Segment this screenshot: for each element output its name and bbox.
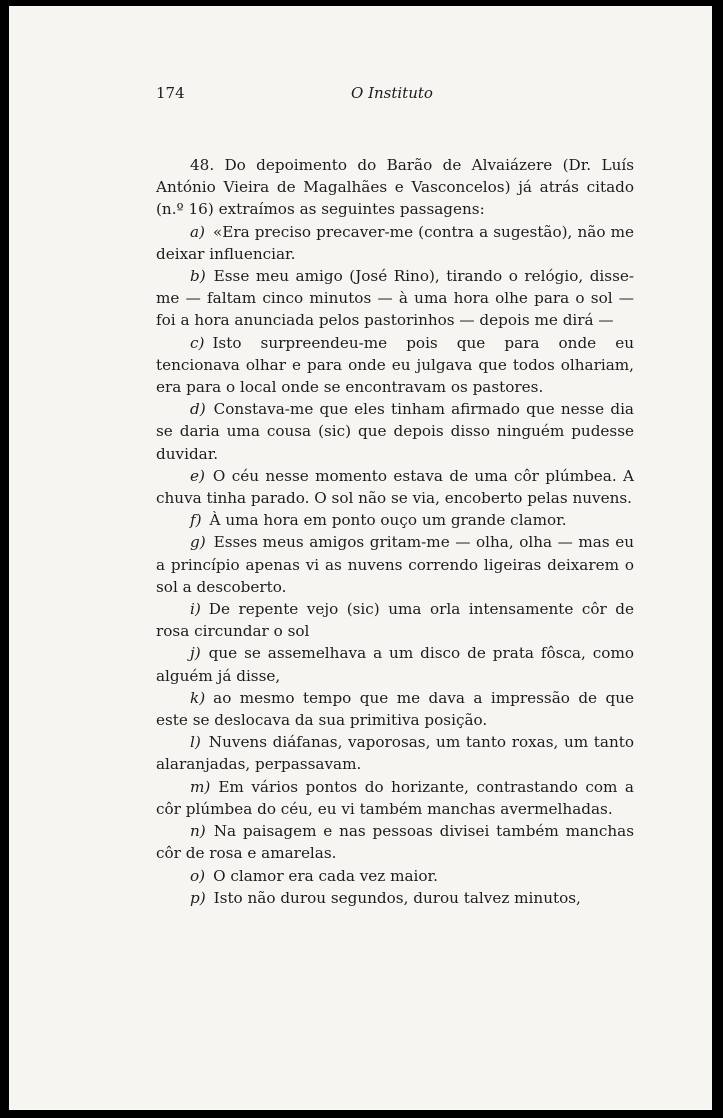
item-text: Em vários pontos do horizante, contrastando com a côr plúmbea do céu, eu vi também manchas avermelhadas. xyxy=(156,777,634,818)
item-text: Nuvens diáfanas, vaporosas, um tanto roxas, um tanto alaranjadas, perpassavam. xyxy=(156,733,634,774)
list-item xyxy=(156,865,634,887)
running-title: O Instituto xyxy=(351,84,433,102)
item-text: Isto surpreendeu-me pois que para onde eu tencionava olhar e para onde eu julgava que todos olhariam, era para o local onde se encontravam os pastores. xyxy=(156,333,634,397)
page-number: 174 xyxy=(156,84,185,102)
item-text: À uma hora em ponto ouço um grande clamor. xyxy=(209,511,567,530)
item-marker: b) xyxy=(190,267,206,286)
item-text: ao mesmo tempo que me dava a impressão de que este se deslocava da sua primitiva posição. xyxy=(156,688,634,730)
list-item xyxy=(156,265,634,332)
item-text: Constava-me que eles tinham afirmado que nesse dia se daria uma cousa (sic) que depois disso ninguém pudesse duvidar. xyxy=(156,400,634,463)
item-marker: l) xyxy=(190,733,201,752)
item-text: que se assemelhava a um disco de prata fôsca, como alguém já disse, xyxy=(156,644,634,685)
item-marker: d) xyxy=(190,400,206,419)
book-page xyxy=(9,6,712,1110)
item-text: De repente vejo (sic) uma orla intensamente côr de rosa circundar o sol xyxy=(156,600,634,641)
item-marker: c) xyxy=(190,333,205,352)
list-item xyxy=(156,398,634,465)
list-item xyxy=(156,776,634,820)
item-marker: f) xyxy=(190,511,202,530)
item-marker: i) xyxy=(190,600,201,619)
item-marker: o) xyxy=(190,866,206,885)
list-item xyxy=(156,531,634,598)
list-item xyxy=(156,887,634,909)
item-marker: n) xyxy=(190,822,206,841)
item-text: O clamor era cada vez maior. xyxy=(213,866,438,885)
list-item xyxy=(156,642,634,686)
item-text: Isto não durou segundos, durou talvez minutos, xyxy=(213,888,581,907)
list-item xyxy=(156,509,634,531)
item-marker: m) xyxy=(190,777,211,796)
item-text: O céu nesse momento estava de uma côr plúmbea. A chuva tinha parado. O sol não se via, encoberto pelas nuvens. xyxy=(156,466,634,508)
item-marker: k) xyxy=(190,688,206,707)
item-marker: a) xyxy=(190,222,205,241)
item-text: Esse meu amigo (José Rino), tirando o relógio, disse-me — faltam cinco minutos — à uma hora olhe para o sol — foi a hora anunciada pelos pastorinhos — depois me dirá — xyxy=(156,267,634,330)
item-text: «Era preciso precaver-me (contra a sugestão), não me deixar influenciar. xyxy=(156,222,634,263)
list-item xyxy=(156,598,634,642)
body-text xyxy=(156,154,634,909)
page-header xyxy=(156,84,634,108)
intro-paragraph: 48. Do depoimento do Barão de Alvaiázere (Dr. Luís António Vieira de Magalhães e Vasconcelos) já atrás citado (n.º 16) extraímos as seguintes passagens: xyxy=(156,156,634,219)
list-item xyxy=(156,332,634,399)
list-item xyxy=(156,820,634,864)
item-marker: j) xyxy=(190,644,201,663)
item-text: Esses meus amigos gritam-me — olha, olha — mas eu a princípio apenas vi as nuvens correndo ligeiras deixarem o sol a descoberto. xyxy=(156,533,634,596)
list-item xyxy=(156,465,634,509)
item-marker: e) xyxy=(190,466,205,485)
list-item xyxy=(156,221,634,265)
item-marker: p) xyxy=(190,888,206,907)
item-text: Na paisagem e nas pessoas divisei também manchas côr de rosa e amarelas. xyxy=(156,822,634,863)
list-item xyxy=(156,687,634,731)
item-marker: g) xyxy=(190,533,206,552)
list-item xyxy=(156,731,634,775)
